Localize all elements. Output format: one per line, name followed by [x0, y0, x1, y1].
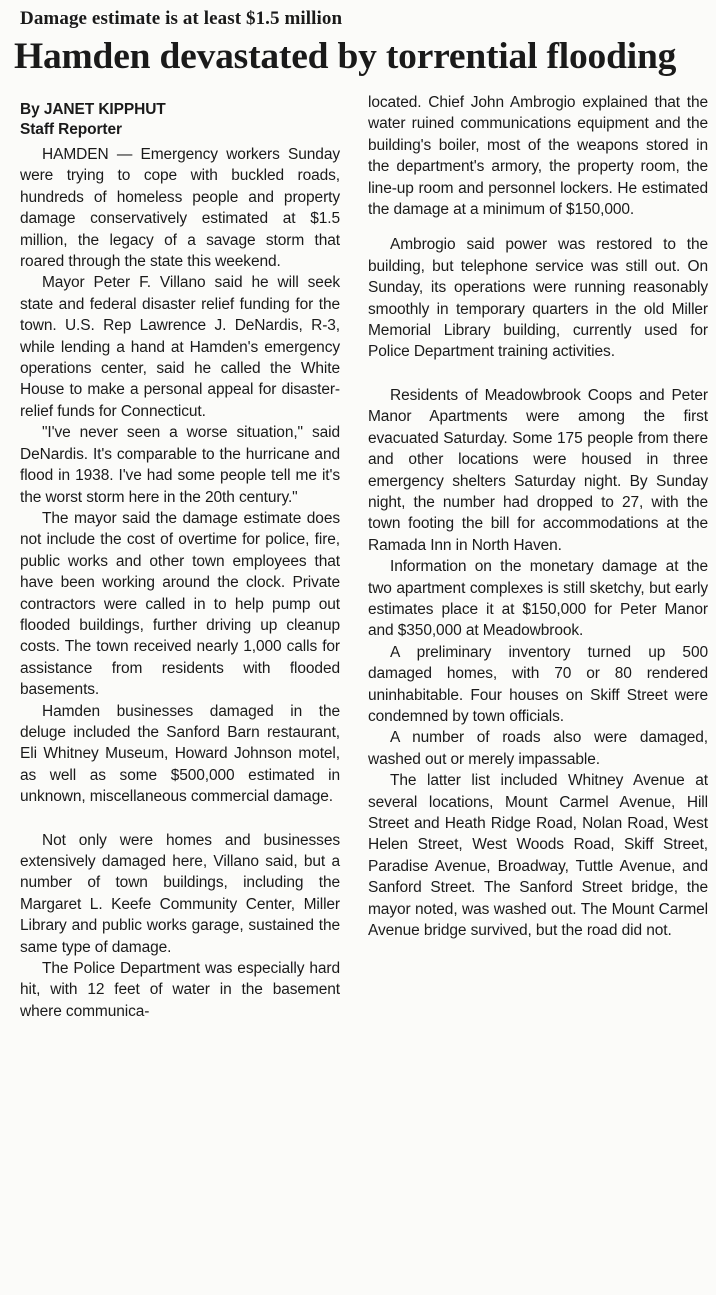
paragraph: "I've never seen a worse situation," said DeNardis. It's comparable to the hurricane and flood in 1938. I've had some people tell me it's the worst storm here in the 20th century." [20, 424, 340, 506]
paragraph: HAMDEN — Emergency workers Sunday were trying to cope with buckled roads, hundreds of homeless people and property damage conservatively estimated at $1.5 million, the legacy of a savage storm that roared through the state this weekend. [20, 146, 340, 271]
kicker-headline: Damage estimate is at least $1.5 million [20, 8, 343, 29]
left-column [20, 100, 340, 1022]
paragraph: A number of roads also were damaged, washed out or merely impassable. [368, 729, 708, 768]
paragraph: Information on the monetary damage at the two apartment complexes is still sketchy, but early estimates place it at $150,000 for Peter Manor and $350,000 at Meadowbrook. [368, 558, 708, 640]
paragraph: The mayor said the damage estimate does not include the cost of overtime for police, fire, public works and other town employees that have been working around the clock. Private contractors were called in to help pump out flooded buildings, further driving up cleanup costs. The town received nearly 1,000 calls for assistance from residents with flooded basements. [20, 509, 340, 699]
right-column [368, 92, 708, 941]
paragraph: The Police Department was especially hard hit, with 12 feet of water in the basement where communica- [20, 960, 340, 1020]
paragraph: located. Chief John Ambrogio explained that the water ruined communications equipment and the building's boiler, most of the weapons stored in the department's armory, the property room, the line-up room and personnel lockers. He estimated the damage at a minimum of $150,000. [368, 94, 708, 219]
byline-name: By JANET KIPPHUT [20, 101, 166, 118]
paragraph: Residents of Meadowbrook Coops and Peter Manor Apartments were among the first evacuated Saturday. Some 175 people from there and other locations were housed in three emergency shelters Saturday night. By Sunday night, the number had dropped to 27, with the town footing the bill for accommodations at the Ramada Inn in North Haven. [368, 386, 708, 554]
main-headline: Hamden devastated by torrential flooding [14, 36, 677, 77]
paragraph: A preliminary inventory turned up 500 damaged homes, with 70 or 80 rendered uninhabitable. Four houses on Skiff Street were condemned by town officials. [368, 643, 708, 725]
paragraph: Hamden businesses damaged in the deluge included the Sanford Barn restaurant, Eli Whitney Museum, Howard Johnson motel, as well as some $500,000 estimated in unknown, miscellaneous commercial damage. [20, 702, 340, 806]
byline-role: Staff Reporter [20, 121, 122, 138]
paragraph: Ambrogio said power was restored to the building, but telephone service was still out. On Sunday, its operations were running reasonably smoothly in temporary quarters in the old Miller Memorial Library building, currently used for Police Department training activities. [368, 236, 708, 361]
paragraph: Mayor Peter F. Villano said he will seek state and federal disaster relief funding for the town. U.S. Rep Lawrence J. DeNardis, R-3, while lending a hand at Hamden's emergency operations center, said he called the White House to make a personal appeal for disaster-relief funds for Connecticut. [20, 274, 340, 420]
paragraph: Not only were homes and businesses extensively damaged here, Villano said, but a number of town buildings, including the Margaret L. Keefe Community Center, Miller Library and public works garage, sustained the same type of damage. [20, 831, 340, 956]
paragraph: The latter list included Whitney Avenue at several locations, Mount Carmel Avenue, Hill Street and Heath Ridge Road, Nolan Road, West Helen Street, West Woods Road, Skiff Street, Paradise Avenue, Broadway, Tuttle Avenue, and Sanford Street. The Sanford Street bridge, the mayor noted, was washed out. The Mount Carmel Avenue bridge survived, but the road did not. [368, 772, 708, 940]
